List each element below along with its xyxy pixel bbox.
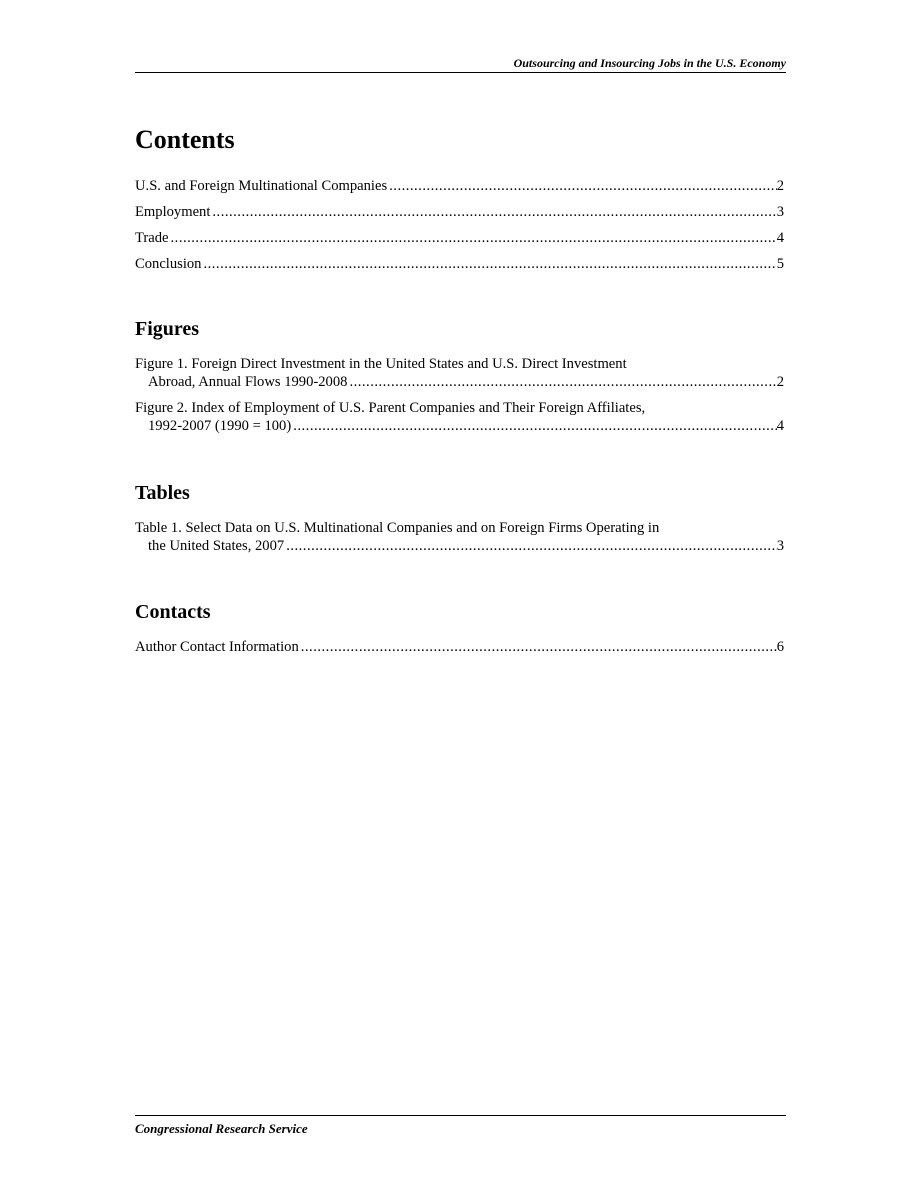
toc-entry-text: U.S. and Foreign Multinational Companies bbox=[135, 178, 388, 194]
toc-entry-text: Trade bbox=[135, 230, 169, 246]
running-header-title: Outsourcing and Insourcing Jobs in the U.S. Economy bbox=[513, 56, 786, 70]
toc-entry-line2: the United States, 2007 bbox=[148, 538, 285, 554]
toc-entry-line2: Abroad, Annual Flows 1990-2008 bbox=[148, 374, 348, 390]
toc-entry-line1: Figure 2. Index of Employment of U.S. Parent Companies and Their Foreign Affiliates, bbox=[135, 400, 646, 416]
toc-entry-employment[interactable] bbox=[135, 203, 784, 221]
toc-leader-dots bbox=[347, 373, 776, 391]
toc-leader-dots bbox=[299, 638, 777, 656]
figures-list bbox=[135, 355, 784, 443]
toc-entry-line1: Table 1. Select Data on U.S. Multinational Companies and on Foreign Firms Operating in bbox=[135, 520, 660, 536]
toc-entry-text: Employment bbox=[135, 204, 211, 220]
toc-entry-page: 5 bbox=[776, 256, 784, 272]
toc-leader-dots bbox=[291, 417, 776, 435]
toc-entry-page: 3 bbox=[776, 538, 784, 554]
toc-entry-page: 2 bbox=[776, 374, 784, 390]
toc-entry-table-1[interactable] bbox=[135, 519, 784, 555]
toc-entry-multinational-companies[interactable] bbox=[135, 177, 784, 195]
running-footer bbox=[135, 1115, 786, 1138]
toc-entry-page: 2 bbox=[776, 178, 784, 194]
tables-heading: Tables bbox=[135, 482, 190, 504]
toc-entry-author-contact[interactable] bbox=[135, 638, 784, 656]
toc-entry-page: 3 bbox=[776, 204, 784, 220]
toc-entry-figure-2[interactable] bbox=[135, 399, 784, 435]
toc-leader-dots bbox=[169, 229, 777, 247]
contacts-heading: Contacts bbox=[135, 601, 211, 623]
toc-entry-text: Author Contact Information bbox=[135, 639, 299, 655]
toc-entry-trade[interactable] bbox=[135, 229, 784, 247]
toc-entry-figure-1[interactable] bbox=[135, 355, 784, 391]
tables-list bbox=[135, 519, 784, 563]
toc-entry-conclusion[interactable] bbox=[135, 255, 784, 273]
running-footer-text: Congressional Research Service bbox=[135, 1121, 308, 1136]
running-header bbox=[135, 55, 786, 73]
toc-entry-text: Conclusion bbox=[135, 256, 202, 272]
toc-entry-line2: 1992-2007 (1990 = 100) bbox=[148, 418, 292, 434]
toc-entry-page: 6 bbox=[776, 639, 784, 655]
toc-leader-dots bbox=[210, 203, 776, 221]
toc-entry-line1: Figure 1. Foreign Direct Investment in the United States and U.S. Direct Investment bbox=[135, 356, 627, 372]
figures-heading: Figures bbox=[135, 318, 200, 340]
contacts-list bbox=[135, 638, 784, 664]
toc-leader-dots bbox=[201, 255, 776, 273]
contents-list bbox=[135, 177, 784, 281]
toc-entry-page: 4 bbox=[776, 418, 784, 434]
toc-leader-dots bbox=[387, 177, 777, 195]
contents-heading: Contents bbox=[135, 125, 235, 154]
toc-leader-dots bbox=[284, 537, 777, 555]
toc-entry-page: 4 bbox=[776, 230, 784, 246]
